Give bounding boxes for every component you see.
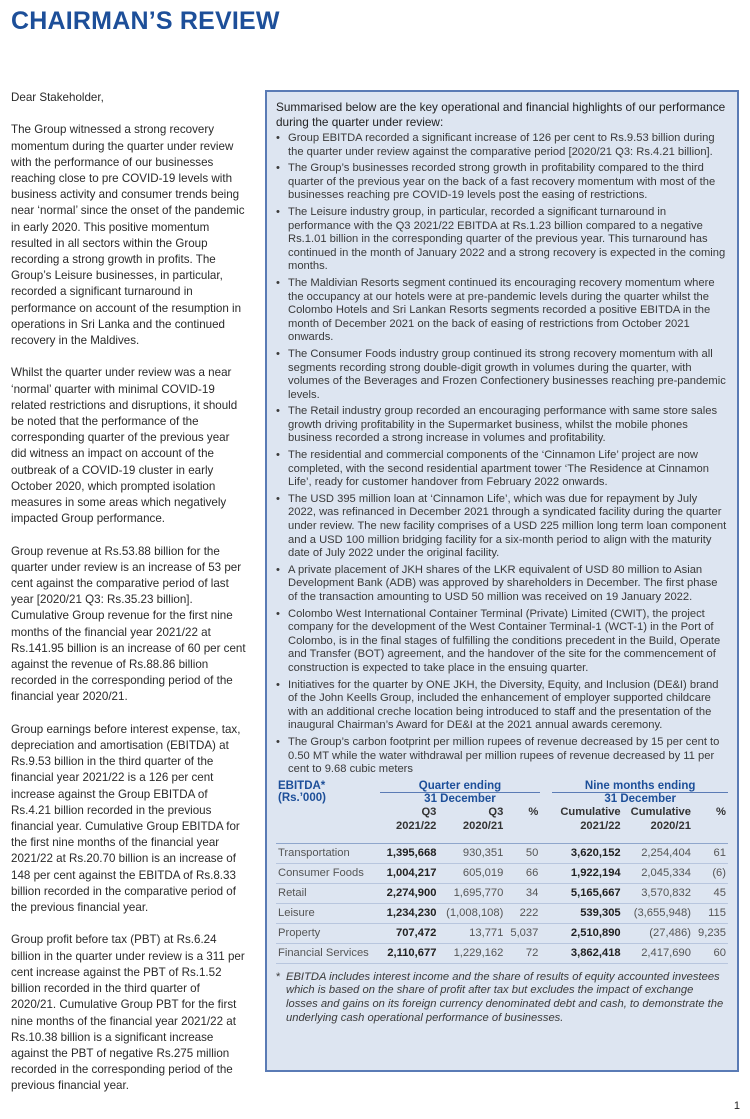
highlights-intro: Summarised below are the key operational and financial highlights of our performance during the quarter under review: — [276, 100, 726, 129]
quarter-group-header: Quarter ending — [380, 780, 541, 793]
list-item: • The Group’s carbon footprint per million rupees of revenue decreased by 15 per cent to 0.50 MT while the water withdrawal per million rupees of revenue decreased by 11 per cent to 9.68 cubic meters — [276, 735, 720, 776]
table-row: Financial Services 2,110,677 1,229,162 72 3,862,418 2,417,690 60 — [276, 943, 728, 963]
list-item: • Colombo West International Container Terminal (Private) Limited (CWIT), the project company for the development of the West Container Terminal-1 (WCT-1) in the Port of Colombo, is in the final stages of fulfilling the conditions precedent in the Build, Operate and Transfer (BOT) agreement, and the handover of the site for the commencement of construction is expected to take place in the ensuing quarter. — [276, 607, 721, 674]
footnote-text: EBITDA includes interest income and the share of results of equity accounted investees which is based on the share of profit after tax but excludes the impact of exchange losses and gains on its foreign currency denominated debt and cash, to demonstrate the underlying cash operational performance of businesses. — [286, 970, 724, 1024]
bullet-icon: • — [276, 347, 280, 360]
footnote-marker: * — [276, 970, 281, 983]
nine-months-group-header: Nine months ending — [552, 780, 728, 793]
bullet-icon: • — [276, 132, 280, 144]
salutation: Dear Stakeholder, — [11, 91, 104, 104]
nine-months-group-subheader: 31 December — [604, 792, 676, 805]
list-item: • Initiatives for the quarter by ONE JKH, the Diversity, Equity, and Inclusion (DE&I) brand of the John Keells Group, included the enhancement of employer supported childcare with an additional creche location being introduced to staff and the presentation of the inaugural Chairman’s Award for DE&I at the 2021 annual awards ceremony. — [276, 678, 719, 732]
column-header: 2020/21 — [650, 819, 691, 832]
page-title: CHAIRMAN’S REVIEW — [11, 7, 280, 35]
highlights-box — [265, 90, 739, 1072]
table-row: Transportation 1,395,668 930,351 50 3,620,152 2,254,404 61 — [276, 843, 728, 863]
bullet-icon: • — [276, 276, 280, 289]
table-row: Leisure 1,234,230 (1,008,108) 222 539,305 (3,655,948) 115 — [276, 903, 728, 923]
table-row: Property 707,472 13,771 5,037 2,510,890 (27,486) 9,235 — [276, 923, 728, 943]
table-label: EBITDA* — [278, 779, 326, 792]
paragraph-covid-context: Whilst the quarter under review was a near ‘normal’ quarter with minimal COVID-19 related restrictions and disruptions, it should be noted that the performance of the corresponding quarter of the previous year did witness an impact on account of the outbreak of a COVID-19 cluster in early October 2020, which prompted isolation measures in some areas which negatively impacted Group performance. — [11, 366, 238, 526]
bullet-icon: • — [276, 563, 280, 576]
bullet-icon: • — [276, 607, 280, 620]
page-number: 1 — [733, 1100, 740, 1112]
paragraph-pbt: Group profit before tax (PBT) at Rs.6.24 billion in the quarter under review is a 311 per cent increase against the PBT of Rs.1.52 billion recorded in the third quarter of 2020/21. Cumulative Group PBT for the first nine months of the financial year 2021/22 at Rs.10.38 billion is a significant increase against the PBT of negative Rs.275 million recorded in the corresponding period of the previous financial year. — [11, 933, 245, 1093]
list-item: • The USD 395 million loan at ‘Cinnamon Life’, which was due for repayment by July 2022, was refinanced in December 2021 through a syndicated facility during the quarter under review. The new facility comprises of a USD 225 million long term loan component and a USD 100 million bridging facility for a six-month period to align with the maturity date of July 2022 under the original facility. — [276, 492, 727, 560]
column-header: 2021/22 — [580, 819, 621, 832]
bullet-icon: • — [276, 735, 280, 748]
list-item: • The Leisure industry group, in particular, recorded a significant turnaround in performance with the Q3 2021/22 EBITDA at Rs.1.23 billion compared to a negative Rs.1.01 billion in the corresponding quarter of the previous year. This turnaround has continued in the month of January 2022 and a strong recovery is expected in the coming months. — [276, 205, 726, 273]
ebitda-table — [276, 780, 728, 964]
bullet-icon: • — [276, 405, 280, 418]
quarter-group-subheader: 31 December — [424, 792, 496, 805]
list-item: • The Consumer Foods industry group continued its strong recovery momentum with all segments recording strong double-digit growth in volumes during the quarter, with volumes of the Beverages and Frozen Confectionery businesses reaching pre-pandemic levels. — [276, 347, 726, 401]
table-row: Consumer Foods 1,004,217 605,019 66 1,922,194 2,045,334 (6) — [276, 863, 728, 883]
table-row: Retail 2,274,900 1,695,770 34 5,165,667 3,570,832 45 — [276, 883, 728, 903]
list-item: • The Group’s businesses recorded strong growth in profitability compared to the third quarter of the previous year on the back of a fast recovery momentum with most of the businesses reaching pre COVID-19 levels post the easing of restrictions. — [276, 162, 716, 202]
column-header: Cumulative — [630, 805, 691, 818]
bullet-icon: • — [276, 162, 280, 175]
list-item: • The Maldivian Resorts segment continued its encouraging recovery momentum where the occupancy at our hotels were at pre-pandemic levels during the quarter whilst the Colombo Hotels and Sri Lankan Resorts segments recorded a positive EBITDA in the month of December 2021 on the back of easing of restrictions from October 2021 onwards. — [276, 276, 715, 344]
paragraph-ebitda: Group earnings before interest expense, tax, depreciation and amortisation (EBITDA) at Rs.9.53 billion in the third quarter of the financial year 2021/22 is a 126 per cent increase against the Group EBITDA of Rs.4.21 billion recorded in the previous financial year. Cumulative Group EBITDA for the first nine months of the financial year 2021/22 at Rs.20.70 billion is an increase of 148 per cent against the EBITDA of Rs.8.33 billion recorded in the comparative period of the previous financial year. — [11, 722, 241, 915]
table-unit: (Rs.’000) — [278, 792, 326, 805]
column-header: Q3 — [421, 805, 437, 818]
column-header: % — [528, 805, 539, 818]
list-item: • A private placement of JKH shares of the LKR equivalent of USD 80 million to Asian Development Bank (ADB) was approved by shareholders in December. The first phase of the transaction amounting to USD 50 million was received on 19 January 2022. — [276, 563, 718, 603]
paragraph-revenue: Group revenue at Rs.53.88 billion for the quarter under review is an increase of 53 per cent against the comparative period of last year [2020/21 Q3: Rs.35.23 billion]. Cumulative Group revenue for the first nine months of the financial year 2021/22 at Rs.141.95 billion is an increase of 60 per cent against the revenue of Rs.88.86 billion recorded in the corresponding period of the financial year 2020/21. — [11, 544, 246, 704]
list-item: • The residential and commercial components of the ‘Cinnamon Life’ project are now completed, with the second residential apartment tower ‘The Residence at Cinnamon Life’, ready for customer handover from February 2022 onwards. — [276, 449, 710, 489]
list-item: • The Retail industry group recorded an encouraging performance with same store sales growth driving profitability in the Supermarket business, whilst the mobile phones business recorded a strong increase in volumes and profitability. — [276, 405, 718, 445]
list-item: • Group EBITDA recorded a significant increase of 126 per cent to Rs.9.53 billion during the quarter under review against the comparative period [2020/21 Q3: Rs.4.21 billion]. — [276, 132, 715, 158]
bullet-icon: • — [276, 678, 280, 691]
bullet-icon: • — [276, 205, 280, 218]
column-header: 2021/22 — [395, 819, 437, 832]
bullet-icon: • — [276, 492, 280, 505]
paragraph-recovery: The Group witnessed a strong recovery momentum during the quarter under review with the performance of our businesses reaching close to pre COVID-19 levels with business activity and consumer trends being near ‘normal’ since the onset of the pandemic in early 2020. This positive momentum resulted in all sectors within the Group recording a strong growth in profits. The Group’s Leisure businesses, in particular, recorded a significant turnaround in performance on account of the resumption in operations in Sri Lanka and the continued recovery in the Maldives. — [11, 123, 245, 348]
ebitda-footnote — [276, 971, 728, 1025]
column-header: Cumulative — [560, 805, 621, 818]
highlights-list — [276, 132, 728, 777]
bullet-icon: • — [276, 449, 280, 462]
column-header: 2020/21 — [462, 819, 504, 832]
column-header: % — [716, 805, 726, 818]
stakeholder-letter — [11, 90, 247, 1111]
column-header: Q3 — [488, 805, 504, 818]
